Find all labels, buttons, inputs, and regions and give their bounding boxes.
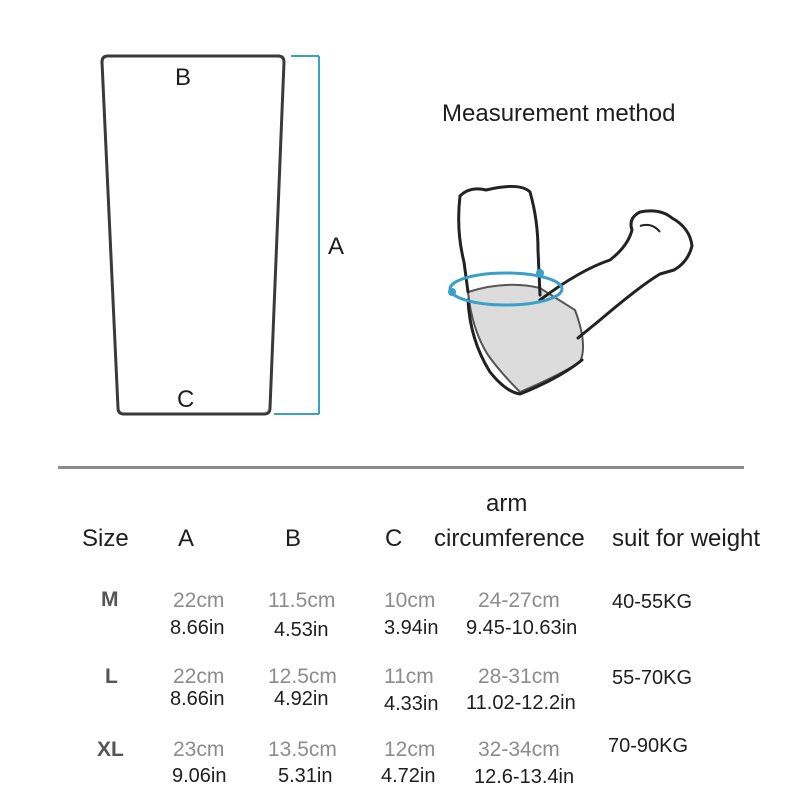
header-size: Size — [82, 525, 129, 552]
a-cm-cell: 22cm — [173, 589, 225, 612]
arm-cm-cell: 24-27cm — [478, 589, 560, 612]
c-cm-cell: 12cm — [384, 738, 436, 761]
c-cm-cell: 10cm — [384, 589, 436, 612]
size-cell: L — [105, 665, 118, 688]
a-cm-cell: 23cm — [173, 738, 225, 761]
upper-arm — [460, 186, 540, 295]
arm-in-cell: 9.45-10.63in — [466, 617, 578, 639]
weight-cell: 70-90KG — [608, 735, 689, 757]
size-cell: XL — [97, 738, 124, 761]
header-c: C — [385, 525, 403, 552]
b-in-cell: 4.92in — [274, 688, 329, 710]
label-c: C — [177, 386, 195, 413]
label-b: B — [175, 64, 192, 91]
arm-cm-cell: 28-31cm — [478, 665, 560, 688]
header-weight: suit for weight — [612, 525, 761, 552]
b-cm-cell: 11.5cm — [268, 589, 336, 612]
c-in-cell: 3.94in — [384, 617, 439, 639]
weight-cell: 40-55KG — [612, 591, 693, 613]
header-arm-line2: circumference — [434, 525, 585, 552]
elbow-sleeve — [468, 285, 583, 392]
b-in-cell: 4.53in — [274, 619, 329, 641]
b-in-cell: 5.31in — [278, 765, 333, 787]
b-cm-cell: 12.5cm — [268, 665, 337, 688]
arm-cm-cell: 32-34cm — [478, 738, 560, 761]
a-cm-cell: 22cm — [173, 665, 225, 688]
arm-measurement-illustration — [430, 170, 710, 410]
arm-in-cell: 12.6-13.4in — [474, 766, 575, 788]
measurement-method-title: Measurement method — [442, 100, 676, 127]
c-in-cell: 4.72in — [381, 765, 436, 787]
sleeve-shape — [102, 56, 284, 414]
a-in-cell: 8.66in — [170, 617, 225, 639]
header-a: A — [178, 525, 195, 552]
arm-in-cell: 11.02-12.2in — [466, 692, 576, 714]
a-in-cell: 8.66in — [170, 688, 225, 710]
c-cm-cell: 11cm — [384, 665, 434, 688]
b-cm-cell: 13.5cm — [268, 738, 337, 761]
label-a: A — [328, 233, 345, 260]
header-b: B — [285, 525, 302, 552]
weight-cell: 55-70KG — [612, 667, 693, 689]
a-in-cell: 9.06in — [172, 765, 227, 787]
section-divider — [58, 466, 744, 469]
size-cell: M — [101, 588, 119, 611]
c-in-cell: 4.33in — [384, 693, 439, 715]
header-arm-line1: arm — [486, 490, 528, 517]
